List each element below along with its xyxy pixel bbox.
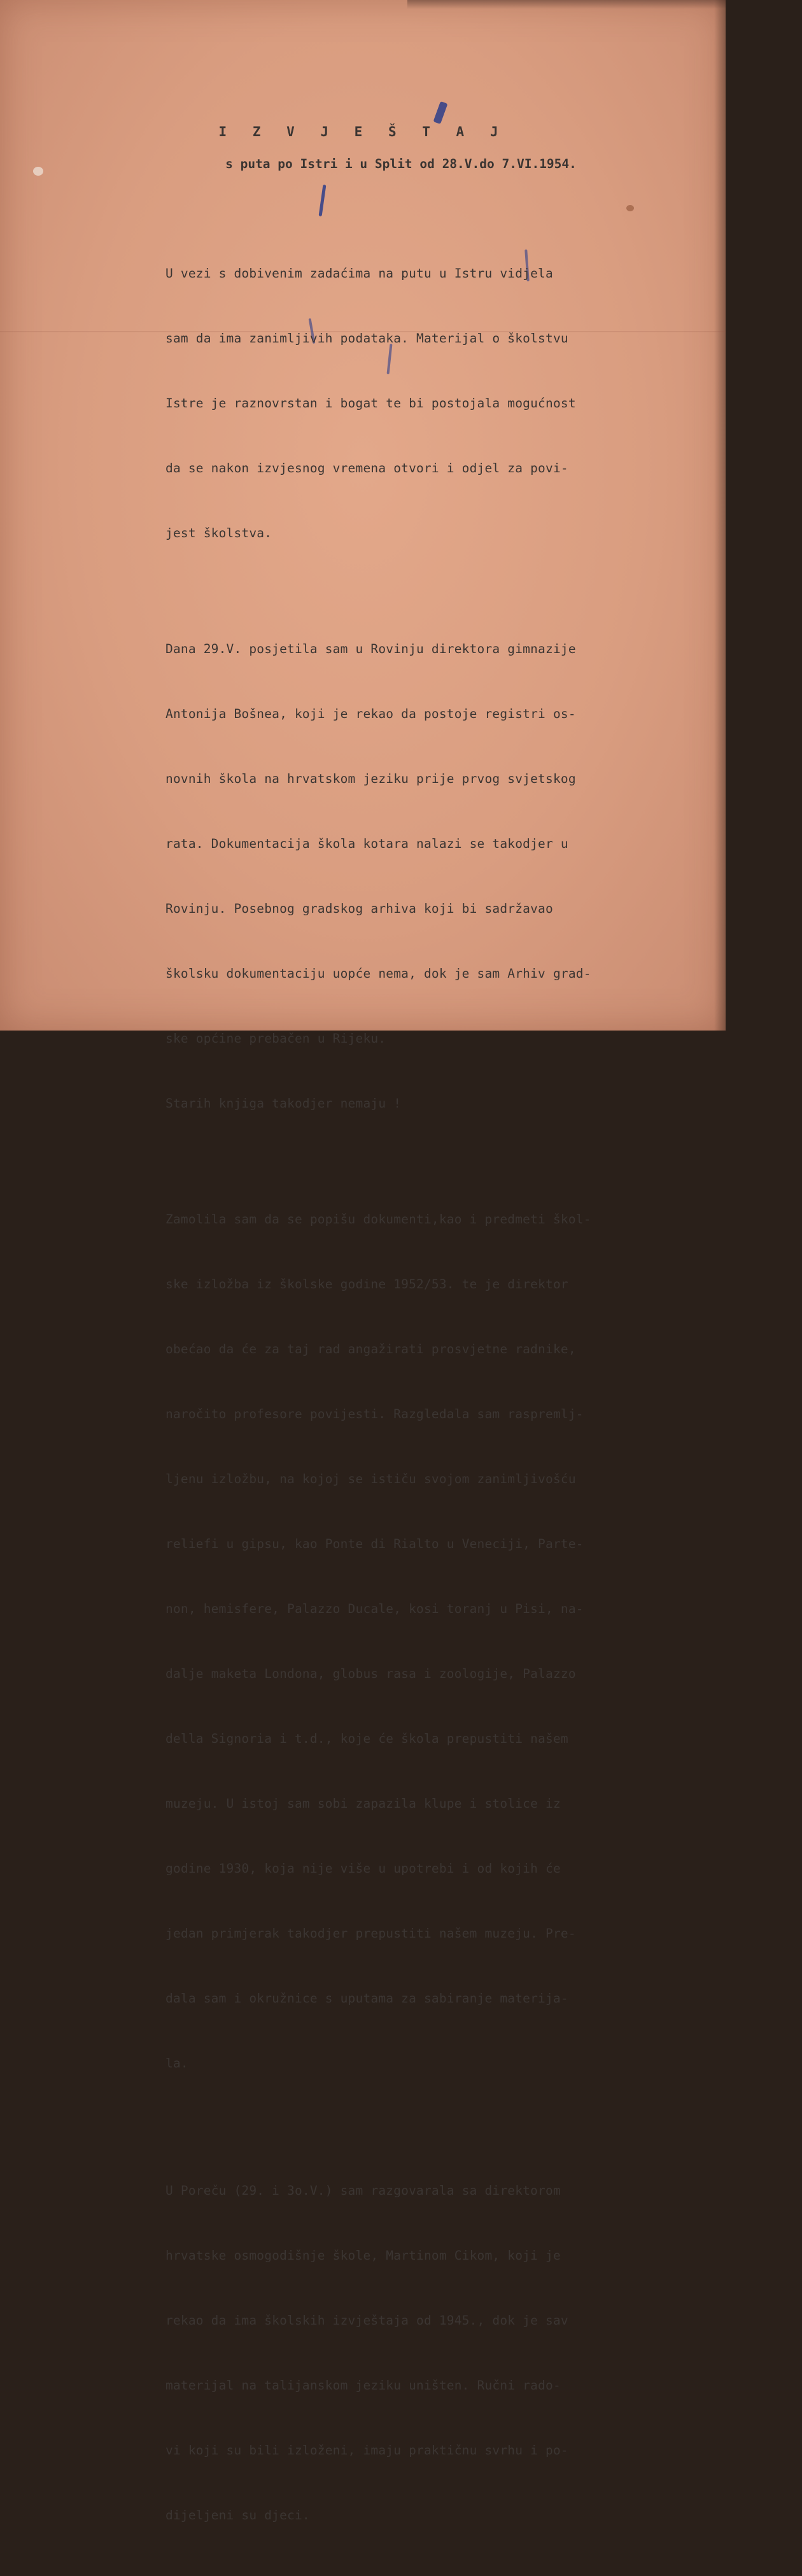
text-line: hrvatske osmogodišnje škole, Martinom Cikom, koji je	[165, 2248, 561, 2263]
text-line: non, hemisfere, Palazzo Ducale, kosi toranj u Pisi, na-	[165, 1601, 584, 1616]
document-subtitle: s puta po Istri i u Split od 28.V.do 7.VI.1954.	[225, 157, 577, 171]
text-line: U Poreču (29. i 3o.V.) sam razgovarala sa direktorom	[165, 2183, 561, 2198]
text-line: jedan primjerak takodjer prepustiti našem muzeju. Pre-	[165, 1926, 576, 1941]
paragraph-3	[165, 1165, 662, 2118]
paragraph-1	[165, 220, 662, 588]
text-line: vi koji su bili izloženi, imaju praktičnu svrhu i po-	[165, 2443, 568, 2458]
text-line: rekao da ima školskih izvještaja od 1945., dok je sav	[165, 2313, 568, 2328]
text-line: novnih škola na hrvatskom jeziku prije prvog svjetskog	[165, 771, 576, 786]
text-line: ske izložba iz školske godine 1952/53. te je direktor	[165, 1277, 568, 1292]
text-line: Antonija Bošnea, koji je rekao da postoje registri os-	[165, 707, 576, 721]
text-line: naročito profesore povijesti. Razgledala sam raspremlj-	[165, 1407, 584, 1421]
text-line: obećao da će za taj rad angažirati prosvjetne radnike,	[165, 1342, 576, 1356]
paragraph-4	[165, 2137, 662, 2570]
text-line: della Signoria i t.d., koje će škola prepustiti našem	[165, 1731, 568, 1746]
text-line: dala sam i okružnice s uputama za sabiranje materija-	[165, 1991, 568, 2006]
ink-mark	[433, 101, 448, 124]
text-line: reliefi u gipsu, kao Ponte di Rialto u Veneciji, Parte-	[165, 1537, 584, 1551]
text-line: sam da ima zanimljivih podataka. Materijal o školstvu	[165, 331, 568, 346]
text-line: Dana 29.V. posjetila sam u Rovinju direktora gimnazije	[165, 642, 576, 656]
text-line: dalje maketa Londona, globus rasa i zoologije, Palazzo	[165, 1666, 576, 1681]
page-shadow-edge	[714, 0, 726, 1031]
text-line: materijal na talijanskom jeziku uništen. Ručni rado-	[165, 2378, 561, 2393]
text-line: Starih knjiga takodjer nemaju !	[165, 1096, 402, 1111]
paragraph-2	[165, 595, 662, 1158]
ink-mark	[319, 185, 327, 216]
document-body	[165, 220, 662, 2576]
text-line: Istre je raznovrstan i bogat te bi postojala mogućnost	[165, 396, 576, 411]
text-line: dijeljeni su djeci.	[165, 2508, 310, 2523]
document-title: I Z V J E Š T A J	[218, 124, 507, 139]
torn-top-edge	[407, 0, 726, 9]
text-line: godine 1930, koja nije više u upotrebi i od kojih će	[165, 1861, 561, 1876]
text-line: školsku dokumentaciju uopće nema, dok je sam Arhiv grad-	[165, 966, 591, 981]
text-line: da se nakon izvjesnog vremena otvori i odjel za povi-	[165, 461, 568, 475]
text-line: ljenu izložbu, na kojoj se ističu svojom zanimljivošću	[165, 1472, 576, 1486]
text-line: jest školstva.	[165, 526, 272, 540]
text-line: Rovinju. Posebnog gradskog arhiva koji bi sadržavao	[165, 901, 553, 916]
text-line: U vezi s dobivenim zadaćima na putu u Istru vidjela	[165, 266, 553, 281]
text-line: Zamolila sam da se popišu dokumenti,kao i predmeti škol-	[165, 1212, 591, 1227]
text-line: la.	[165, 2056, 188, 2071]
text-line: rata. Dokumentacija škola kotara nalazi se takodjer u	[165, 836, 568, 851]
paper-stain	[626, 205, 634, 211]
text-line: muzeju. U istoj sam sobi zapazila klupe i stolice iz	[165, 1796, 561, 1811]
text-line: ske općine prebačen u Rijeku.	[165, 1031, 386, 1046]
